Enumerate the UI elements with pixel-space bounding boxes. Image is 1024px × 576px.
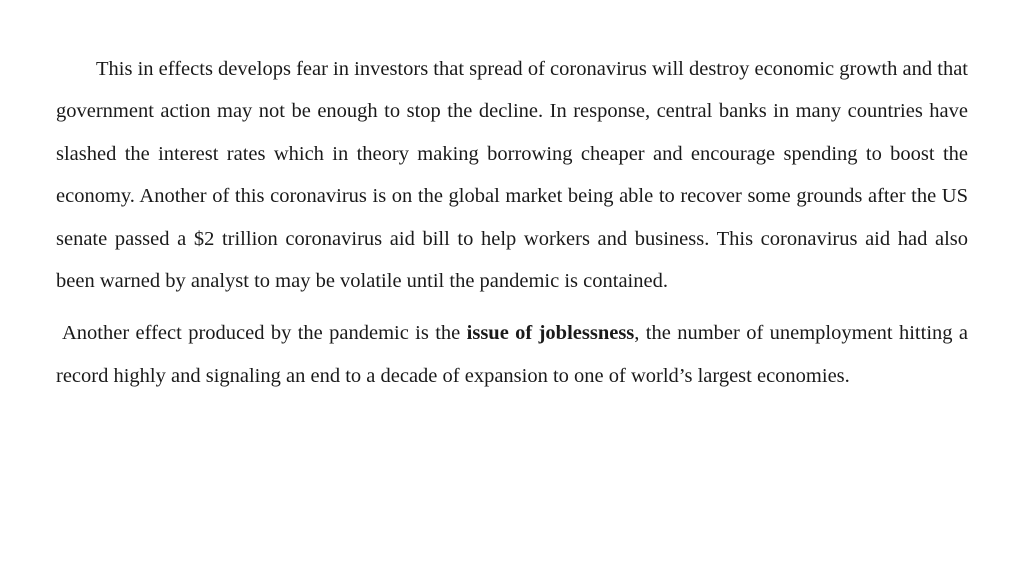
paragraph-2 — [56, 312, 968, 397]
paragraph-2-text-before: Another effect produced by the pandemic is the — [62, 322, 467, 345]
paragraph-2-text-after: , the number of unemployment hitting a record highly and signaling an end to a decade of expansion to one of world’s largest economies. — [56, 322, 968, 387]
paragraph-1: This in effects develops fear in investors that spread of coronavirus will destroy economic growth and that government action may not be enough to stop the decline. In response, central banks in many countries have slashed the interest rates which in theory making borrowing cheaper and encourage spending to boost the economy. Another of this coronavirus is on the global market being able to recover some grounds after the US senate passed a $2 trillion coronavirus aid bill to help workers and business. This coronavirus aid had also been warned by analyst to may be volatile until the pandemic is contained. — [56, 58, 968, 293]
paragraph-2-bold-phrase: issue of joblessness — [466, 322, 635, 345]
document-page — [56, 48, 968, 397]
